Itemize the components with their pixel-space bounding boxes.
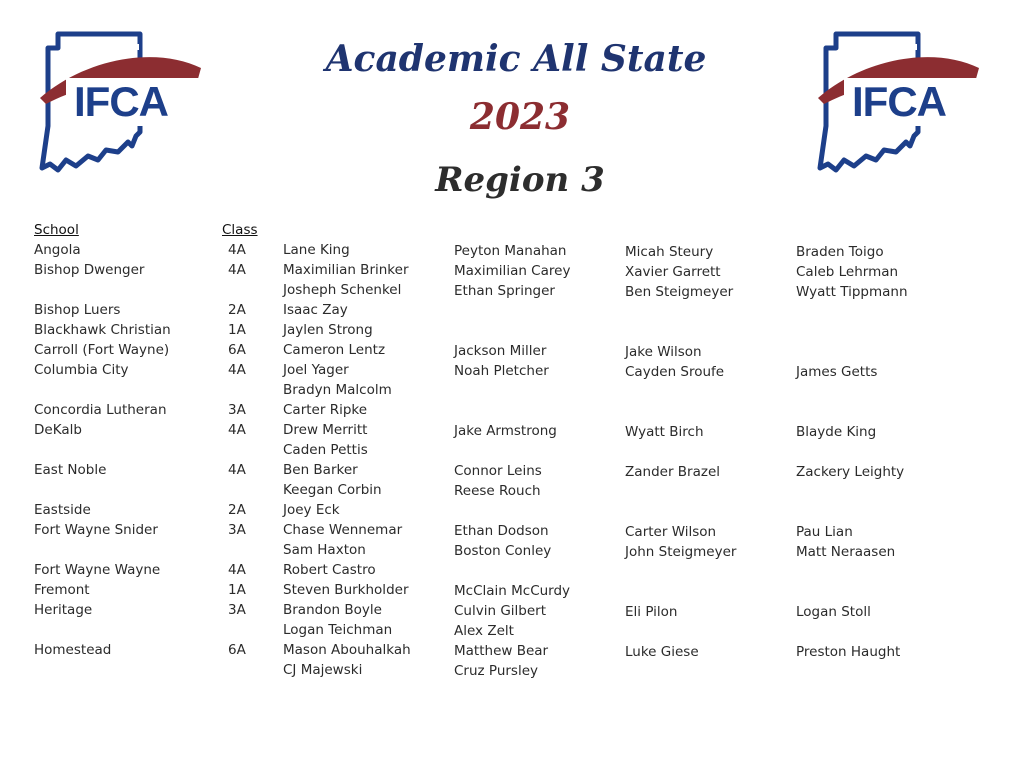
table-row (34, 462, 994, 482)
player-name: Matt Neraasen (796, 544, 896, 560)
player-name: Ethan Dodson (454, 523, 549, 539)
table-row (34, 242, 994, 262)
player-name: Jackson Miller (454, 343, 547, 359)
player-name: Pau Lian (796, 524, 853, 540)
table-row (34, 422, 994, 442)
table-row (34, 382, 994, 402)
player-name: Cameron Lentz (283, 342, 386, 358)
table-row (34, 282, 994, 302)
player-name: Josheph Schenkel (283, 282, 402, 298)
table-row (34, 482, 994, 502)
table-row (34, 662, 994, 682)
player-name: Alex Zelt (454, 623, 514, 639)
player-name: Maximilian Carey (454, 263, 571, 279)
player-name: Brandon Boyle (283, 602, 382, 618)
school-name: Columbia City (34, 362, 129, 378)
player-name: Logan Teichman (283, 622, 393, 638)
player-name: Luke Giese (625, 644, 699, 660)
player-name: Joey Eck (283, 502, 340, 518)
table-row (34, 622, 994, 642)
school-name: Homestead (34, 642, 112, 658)
player-name: Mason Abouhalkah (283, 642, 411, 658)
player-name: Noah Pletcher (454, 363, 549, 379)
player-name: Micah Steury (625, 244, 714, 260)
school-class: 2A (228, 502, 246, 518)
table-row (34, 522, 994, 542)
class-column-header: Class (222, 222, 258, 238)
school-name: Fort Wayne Snider (34, 522, 158, 538)
player-name: Xavier Garrett (625, 264, 721, 280)
logo-text: IFCA (852, 78, 946, 125)
school-class: 2A (228, 302, 246, 318)
player-name: CJ Majewski (283, 662, 363, 678)
player-name: Ben Steigmeyer (625, 284, 734, 300)
school-class: 4A (228, 562, 246, 578)
player-name: Jake Armstrong (454, 423, 557, 439)
table-row (34, 362, 994, 382)
table-row (34, 642, 994, 662)
table-row (34, 562, 994, 582)
school-name: DeKalb (34, 422, 82, 438)
player-name: Robert Castro (283, 562, 376, 578)
player-name: Bradyn Malcolm (283, 382, 392, 398)
school-class: 1A (228, 582, 246, 598)
player-name: Drew Merritt (283, 422, 368, 438)
player-name: Reese Rouch (454, 483, 541, 499)
player-name: Jake Wilson (625, 344, 702, 360)
school-class: 3A (228, 522, 246, 538)
school-name: Concordia Lutheran (34, 402, 167, 418)
player-name: John Steigmeyer (625, 544, 737, 560)
player-name: Cayden Sroufe (625, 364, 725, 380)
player-name: Boston Conley (454, 543, 552, 559)
table-row (34, 542, 994, 562)
school-class: 4A (228, 422, 246, 438)
player-name: Jaylen Strong (283, 322, 373, 338)
player-name: Zander Brazel (625, 464, 721, 480)
player-name: Maximilian Brinker (283, 262, 409, 278)
player-name: Isaac Zay (283, 302, 348, 318)
school-name: Bishop Luers (34, 302, 121, 318)
school-name: East Noble (34, 462, 107, 478)
school-class: 4A (228, 362, 246, 378)
page-region: Region 3 (435, 160, 605, 200)
player-name: Wyatt Tippmann (796, 284, 908, 300)
school-class: 4A (228, 462, 246, 478)
table-row (34, 602, 994, 622)
player-name: Connor Leins (454, 463, 542, 479)
player-name: Wyatt Birch (625, 424, 704, 440)
school-class: 3A (228, 602, 246, 618)
player-name: Preston Haught (796, 644, 901, 660)
player-name: Ethan Springer (454, 283, 555, 299)
school-name: Fort Wayne Wayne (34, 562, 161, 578)
player-name: Cruz Pursley (454, 663, 538, 679)
school-name: Bishop Dwenger (34, 262, 145, 278)
table-row (34, 302, 994, 322)
table-row (34, 582, 994, 602)
player-name: Ben Barker (283, 462, 358, 478)
table-row (34, 342, 994, 362)
school-class: 3A (228, 402, 246, 418)
player-name: Logan Stoll (796, 604, 871, 620)
player-name: Carter Wilson (625, 524, 717, 540)
school-name: Angola (34, 242, 81, 258)
player-name: Chase Wennemar (283, 522, 403, 538)
school-column-header: School (34, 222, 79, 238)
table-row (34, 402, 994, 422)
school-name: Eastside (34, 502, 91, 518)
player-name: Braden Toigo (796, 244, 884, 260)
table-row (34, 442, 994, 462)
page-year: 2023 (469, 96, 571, 138)
school-class: 6A (228, 642, 246, 658)
player-name: Steven Burkholder (283, 582, 409, 598)
player-name: Matthew Bear (454, 643, 549, 659)
school-class: 6A (228, 342, 246, 358)
table-row (34, 502, 994, 522)
logo-text: IFCA (74, 78, 168, 125)
player-name: McClain McCurdy (454, 583, 571, 599)
school-class: 1A (228, 322, 246, 338)
player-name: Culvin Gilbert (454, 603, 547, 619)
school-class: 4A (228, 262, 246, 278)
school-name: Heritage (34, 602, 93, 618)
player-name: Peyton Manahan (454, 243, 567, 259)
player-name: Keegan Corbin (283, 482, 382, 498)
player-name: Lane King (283, 242, 350, 258)
player-name: Sam Haxton (283, 542, 366, 558)
school-name: Blackhawk Christian (34, 322, 171, 338)
player-name: Carter Ripke (283, 402, 368, 418)
school-name: Fremont (34, 582, 90, 598)
player-name: Caden Pettis (283, 442, 368, 458)
table-row (34, 262, 994, 282)
player-name: Zackery Leighty (796, 464, 905, 480)
school-class: 4A (228, 242, 246, 258)
player-name: Joel Yager (283, 362, 349, 378)
player-name: Eli Pilon (625, 604, 678, 620)
player-name: Blayde King (796, 424, 877, 440)
page-title: Academic All State (325, 38, 707, 80)
player-name: James Getts (796, 364, 878, 380)
player-name: Caleb Lehrman (796, 264, 899, 280)
school-name: Carroll (Fort Wayne) (34, 342, 170, 358)
table-row (34, 322, 994, 342)
